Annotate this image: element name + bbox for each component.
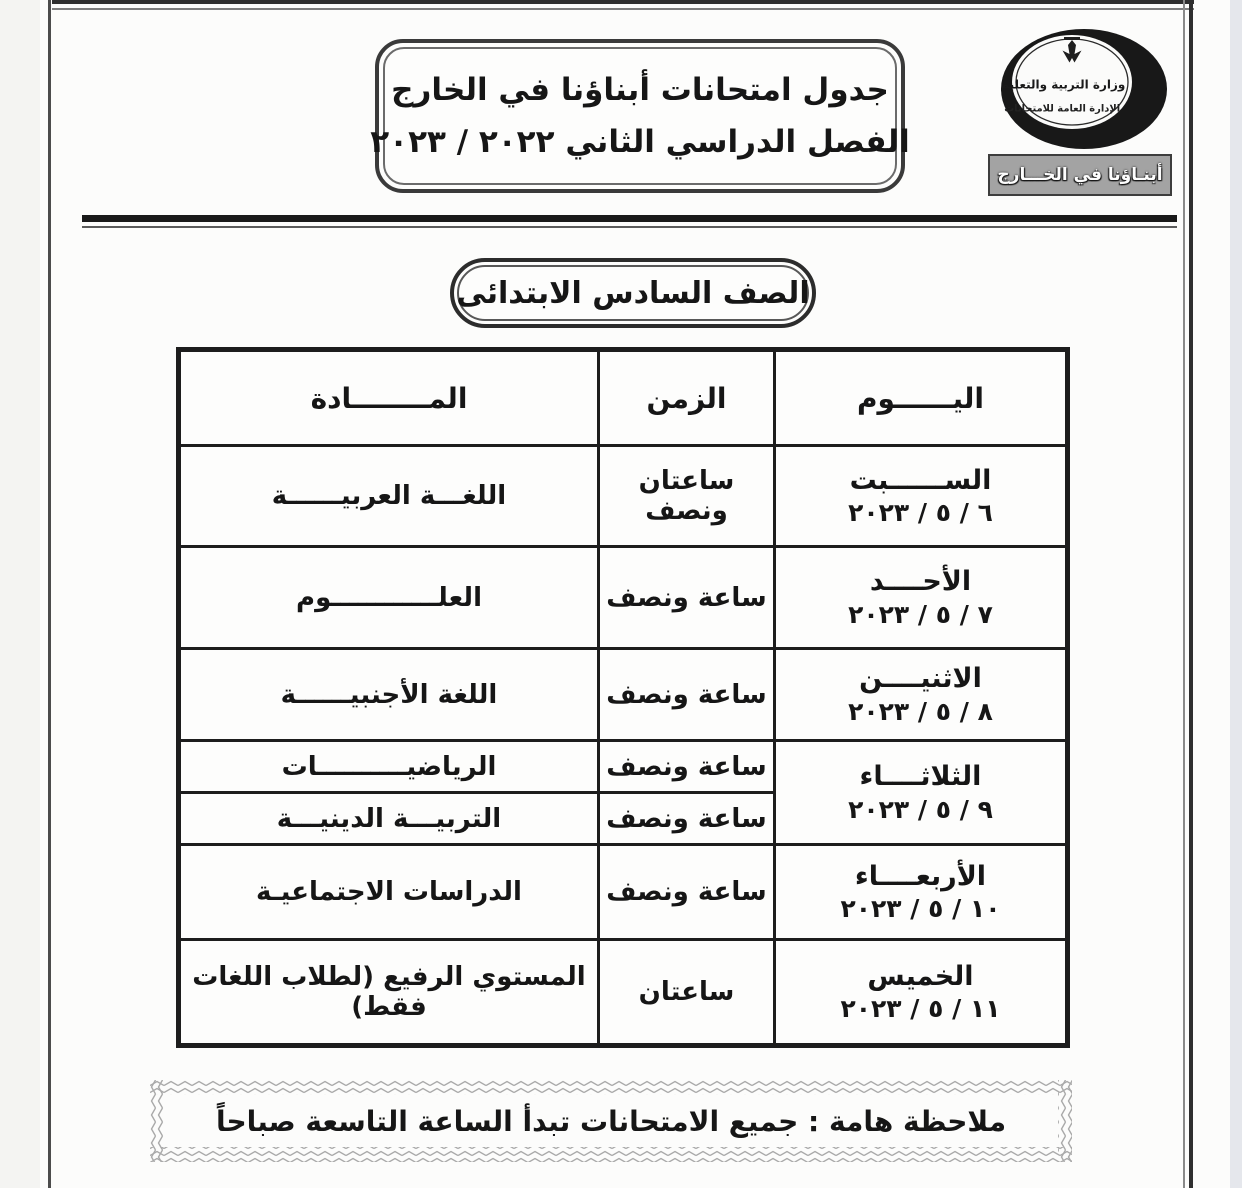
day-date: ٧ / ٥ / ٢٠٢٣ (848, 599, 993, 629)
time-cell: ساعة ونصف (599, 741, 775, 793)
time-cell: ساعة ونصف (599, 547, 775, 649)
table-row-tuesday-first (179, 741, 1068, 793)
document-subtitle: الفصل الدراسي الثاني ٢٠٢٢ / ٢٠٢٣ (370, 124, 910, 160)
header-separator-thin (82, 226, 1177, 228)
subject-cell: اللغـــة العربيــــــة (179, 446, 599, 547)
scan-right-margin (1230, 0, 1242, 1188)
table-row-sunday (179, 547, 1068, 649)
document-title-box (370, 39, 910, 193)
subject-cell: الدراسات الاجتماعيـة (179, 845, 599, 940)
subject-cell: التربيـــة الدينيـــة (179, 793, 599, 845)
column-header-day: اليــــــوم (775, 350, 1068, 446)
subject-cell: الرياضيــــــــــات (179, 741, 599, 793)
table-header-row (179, 350, 1068, 446)
day-name: الســــــبت (849, 464, 992, 496)
day-cell (775, 649, 1068, 741)
day-cell (775, 547, 1068, 649)
page-border-right-thin (1183, 0, 1185, 1188)
ministry-name-text: وزارة التربية والتعليم (1000, 78, 1126, 93)
day-cell (775, 845, 1068, 940)
document-title: جدول امتحانات أبناؤنا في الخارج (391, 72, 889, 108)
scan-left-margin (0, 0, 40, 1188)
day-cell (775, 940, 1068, 1046)
time-cell: ساعة ونصف (599, 649, 775, 741)
column-header-subject: المــــــــادة (179, 350, 599, 446)
table-row-wednesday (179, 845, 1068, 940)
day-date: ١٠ / ٥ / ٢٠٢٣ (840, 894, 1001, 924)
table-row-saturday (179, 446, 1068, 547)
day-date: ٩ / ٥ / ٢٠٢٣ (848, 794, 993, 824)
day-name: الثلاثــــاء (859, 761, 982, 792)
page-border-left (48, 0, 51, 1188)
day-name: الاثنيــــن (859, 663, 982, 694)
important-note-text: ملاحظة هامة : جميع الامتحانات تبدأ الساعة التاسعة صباحاً (215, 1104, 1007, 1138)
page-border-top-thin (52, 8, 1194, 10)
day-cell (775, 741, 1068, 845)
page-border-top-thick (52, 0, 1194, 4)
time-cell: ساعتان ونصف (599, 446, 775, 547)
important-note-box (150, 1080, 1072, 1162)
grade-banner-inner (457, 265, 809, 321)
subject-cell: المستوي الرفيع (لطلاب اللغات فقط) (179, 940, 599, 1046)
table-row-monday (179, 649, 1068, 741)
ministry-logo (998, 26, 1170, 152)
day-name: الأربعــــاء (854, 860, 987, 892)
column-header-time: الزمن (599, 350, 775, 446)
table-row-thursday (179, 940, 1068, 1046)
day-date: ٨ / ٥ / ٢٠٢٣ (848, 696, 993, 726)
document-title-box-inner (370, 47, 910, 185)
subject-cell: اللغة الأجنبيــــــة (179, 649, 599, 741)
day-name: الخميس (867, 960, 974, 992)
time-cell: ساعة ونصف (599, 845, 775, 940)
day-date: ١١ / ٥ / ٢٠٢٣ (840, 994, 1001, 1024)
day-cell (775, 446, 1068, 547)
abroad-program-tag (988, 154, 1172, 196)
exam-schedule-table (176, 347, 1070, 1048)
grade-banner (450, 258, 816, 328)
time-cell: ساعة ونصف (599, 793, 775, 845)
day-name: الأحــــد (869, 566, 972, 597)
abroad-program-tag-label: أبنـاؤنا في الخـــارج (997, 165, 1163, 185)
header-separator-thick (82, 215, 1177, 222)
time-cell: ساعتان (599, 940, 775, 1046)
grade-title: الصف السادس الابتدائى (456, 275, 810, 311)
subject-cell: العلــــــــــــوم (179, 547, 599, 649)
exams-administration-text: الإدارة العامة للامتحانات (1004, 102, 1121, 115)
day-date: ٦ / ٥ / ٢٠٢٣ (848, 498, 993, 528)
page-border-right-thick (1189, 0, 1193, 1188)
